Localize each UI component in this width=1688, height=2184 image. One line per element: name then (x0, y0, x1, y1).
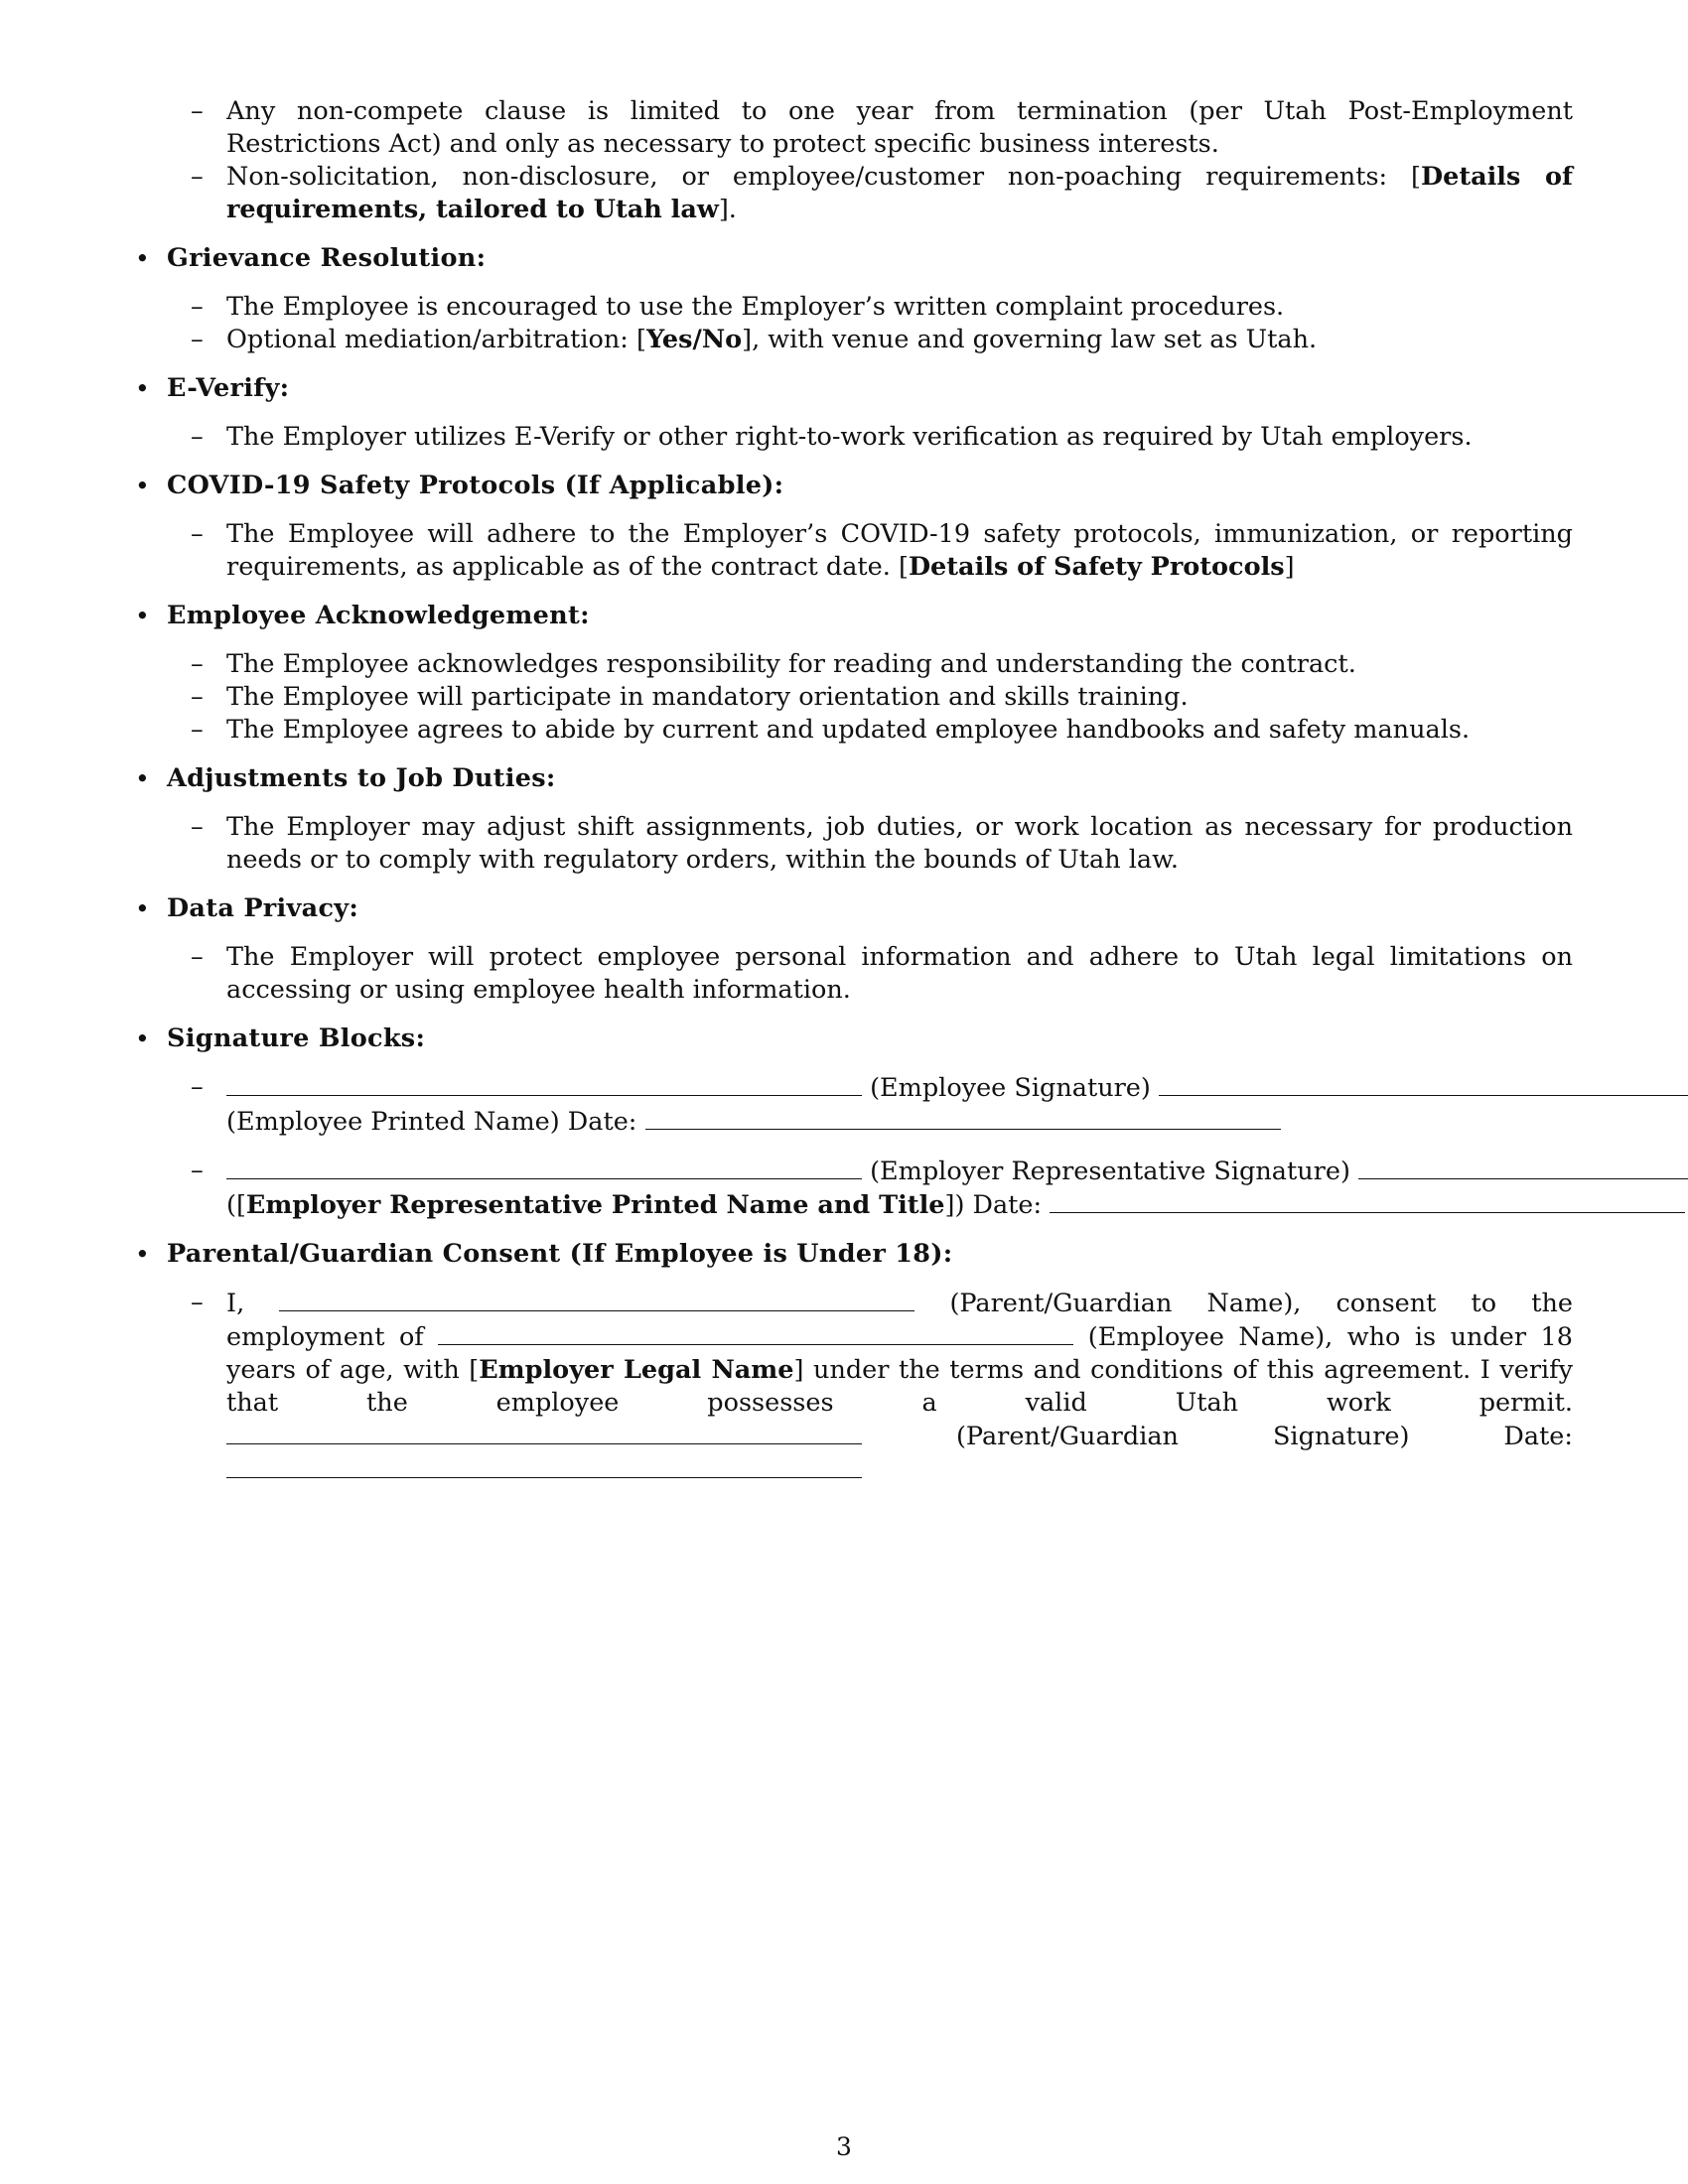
employer-printed-name-field[interactable] (1358, 1155, 1688, 1179)
employee-printed-name-field[interactable] (1159, 1071, 1688, 1096)
bullet-marker: • (135, 894, 150, 923)
dash-marker: – (191, 422, 204, 452)
dash-marker: – (191, 325, 204, 354)
grievance-item-2-prefix: Optional mediation/arbitration: [ (226, 325, 646, 354)
dash-marker: – (191, 162, 204, 192)
noncompete-item-2 (167, 161, 1573, 226)
page-number: 3 (836, 2132, 852, 2161)
privacy-item-1 (167, 941, 1573, 1007)
dash-marker: – (191, 812, 204, 842)
parental-heading: Parental/Guardian Consent (If Employee is Under 18): (167, 1239, 953, 1269)
covid-item-1 (167, 518, 1573, 584)
grievance-item-1 (167, 291, 1573, 324)
employee-date-field[interactable] (645, 1105, 1281, 1130)
everify-item-1-text: The Employer utilizes E-Verify or other right-to-work verification as required by Utah employers. (226, 422, 1473, 452)
dash-marker: – (191, 96, 204, 126)
employer-signature-field[interactable] (226, 1155, 862, 1179)
minor-employee-name-field[interactable] (438, 1320, 1073, 1345)
acknowledgement-item-text: The Employee agrees to abide by current and updated employee handbooks and safety manuals. (226, 715, 1471, 745)
dash-marker: – (191, 715, 204, 745)
noncompete-item-2-placeholder: Details of requirements, tailored to Utah law (226, 162, 1573, 224)
parental-section (129, 1238, 1573, 1487)
employee-signature-line (226, 1071, 1573, 1105)
privacy-heading: Data Privacy: (167, 893, 359, 923)
everify-section (129, 372, 1573, 454)
employer-signature-block (167, 1155, 1573, 1222)
everify-heading: E-Verify: (167, 373, 290, 403)
signature-heading: Signature Blocks: (167, 1024, 426, 1053)
bullet-marker: • (135, 764, 150, 793)
employee-signature-label: (Employee Signature) (870, 1073, 1151, 1103)
dash-marker: – (191, 649, 204, 679)
covid-item-1-suffix: ] (1284, 552, 1295, 582)
everify-item-1 (167, 421, 1573, 454)
adjustments-item-1-text: The Employer may adjust shift assignments, job duties, or work location as necessary for production needs or to comply with regulatory orders, within the bounds of Utah law. (226, 812, 1573, 875)
bullet-marker: • (135, 602, 150, 630)
employer-name-date-line (226, 1188, 1573, 1222)
employee-signature-field[interactable] (226, 1071, 862, 1096)
acknowledgement-heading: Employee Acknowledgement: (167, 601, 590, 630)
dash-marker: – (191, 1072, 204, 1102)
employer-date-field[interactable] (1050, 1188, 1685, 1213)
covid-section (129, 470, 1573, 584)
guardian-signature-label: (Parent/Guardian Signature) Date: (955, 1422, 1573, 1451)
acknowledgement-item (167, 714, 1573, 747)
adjustments-section (129, 762, 1573, 877)
guardian-signature-field[interactable] (226, 1420, 862, 1444)
employer-name-close: ]) Date: (944, 1190, 1043, 1220)
acknowledgement-item (167, 681, 1573, 714)
covid-item-1-placeholder: Details of Safety Protocols (908, 552, 1285, 582)
grievance-item-2 (167, 324, 1573, 356)
acknowledgement-item (167, 648, 1573, 681)
employer-legal-name-placeholder: Employer Legal Name (479, 1355, 794, 1385)
dash-marker: – (191, 1156, 204, 1185)
signature-section (129, 1023, 1573, 1222)
dash-marker: – (191, 942, 204, 972)
employee-signature-block (167, 1071, 1573, 1139)
dash-marker: – (191, 1288, 204, 1317)
minor-employee-name-label: (Employee Name), who is under 18 years of age, with [ (226, 1322, 1573, 1385)
acknowledgement-item-text: The Employee acknowledges responsibility for reading and understanding the contract. (226, 649, 1356, 679)
bullet-marker: • (135, 244, 150, 273)
guardian-name-field[interactable] (279, 1287, 914, 1311)
employer-signature-label: (Employer Representative Signature) (870, 1157, 1350, 1186)
parental-prefix: I, (226, 1289, 245, 1318)
acknowledgement-item-text: The Employee will participate in mandatory orientation and skills training. (226, 682, 1189, 712)
dash-marker: – (191, 519, 204, 549)
dash-marker: – (191, 292, 204, 322)
noncompete-item-2-suffix: ]. (718, 195, 737, 224)
employee-name-date-label: (Employee Printed Name) Date: (226, 1107, 637, 1137)
parental-middle-text: ] under the terms and conditions of this agreement. I verify that the employee possesses a valid Utah work permit. (226, 1355, 1574, 1418)
covid-item-1-prefix: The Employee will adhere to the Employer’s COVID-19 safety protocols, immunization, or reporting requirements, as applicable as of the contract date. [ (226, 519, 1573, 582)
grievance-item-2-placeholder: Yes/No (645, 325, 743, 354)
parental-consent-item (167, 1287, 1573, 1487)
bullet-marker: • (135, 472, 150, 500)
guardian-date-field[interactable] (226, 1453, 862, 1478)
bullet-marker: • (135, 1024, 150, 1053)
employer-name-placeholder: Employer Representative Printed Name and Title (245, 1190, 945, 1220)
covid-heading: COVID-19 Safety Protocols (If Applicable): (167, 471, 784, 500)
privacy-item-1-text: The Employer will protect employee personal information and adhere to Utah legal limitations on accessing or using employee health information. (226, 942, 1573, 1005)
noncompete-item-1-text: Any non-compete clause is limited to one year from termination (per Utah Post-Employment Restrictions Act) and only as necessary to protect specific business interests. (226, 96, 1573, 159)
noncompete-item-1 (167, 95, 1573, 161)
dash-marker: – (191, 682, 204, 712)
grievance-section (129, 242, 1573, 356)
adjustments-item-1 (167, 811, 1573, 877)
employee-name-date-line (226, 1105, 1573, 1139)
document-body (129, 95, 1573, 1503)
privacy-section (129, 892, 1573, 1007)
employer-signature-line (226, 1155, 1573, 1188)
guardian-name-label: (Parent/Guardian Name), consent to the employment of (226, 1289, 1574, 1352)
employer-name-open: ([ (226, 1190, 246, 1220)
acknowledgement-section (129, 600, 1573, 747)
adjustments-heading: Adjustments to Job Duties: (167, 763, 556, 793)
grievance-item-1-text: The Employee is encouraged to use the Employer’s written complaint procedures. (226, 292, 1285, 322)
grievance-item-2-suffix: ], with venue and governing law set as Utah. (742, 325, 1318, 354)
noncompete-section (129, 95, 1573, 226)
bullet-marker: • (135, 374, 150, 403)
bullet-marker: • (135, 1240, 150, 1269)
noncompete-item-2-prefix: Non-solicitation, non-disclosure, or employee/customer non-poaching requirements: [ (226, 162, 1421, 192)
grievance-heading: Grievance Resolution: (167, 243, 487, 273)
